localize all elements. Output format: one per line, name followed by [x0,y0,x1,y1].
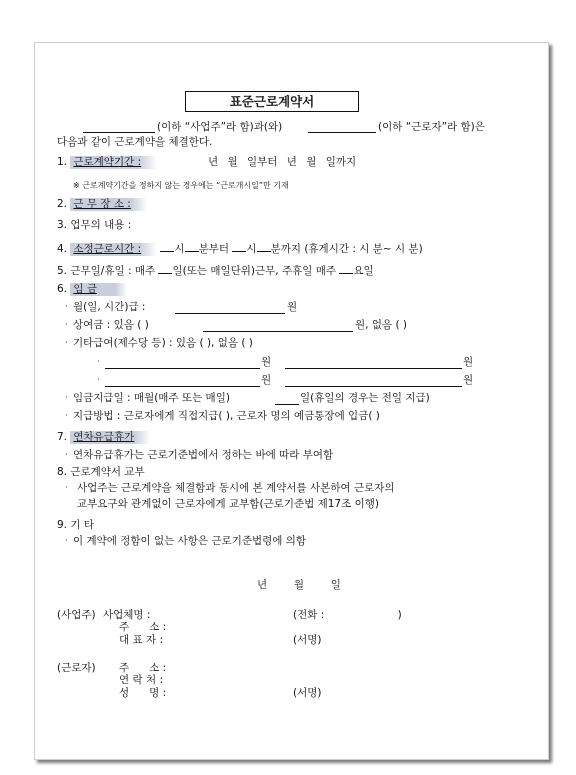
payday-label: 임금지급일 : 매월(매주 또는 매일) [73,392,230,404]
other-pay-unit-1: 원 [261,356,272,368]
section-6-num: 6. [57,283,68,295]
worker-signature[interactable]: (서명) [293,687,322,699]
section-4 [57,240,423,256]
section-7-num: 7. [57,431,68,443]
bullet: · [65,302,68,311]
bullet: · [65,393,68,402]
bullet: · [97,357,100,366]
start-hour-unit: 시 [174,243,185,255]
workdays-text: 일(또는 매일단위)근무, 주휴일 매주 [172,265,336,277]
section-2-label: 근 무 장 소 : [70,198,146,211]
bullet: · [65,483,68,492]
worker-contact-label: 연 락 처 : [119,674,163,686]
section-5 [57,262,374,278]
employer-name-blank[interactable] [83,132,155,133]
other-pay-blank-4[interactable] [285,386,462,387]
employer-phone-label: (전화 : ) [293,609,402,621]
bullet: · [97,375,100,384]
section-1-label: 근로계약기간 : [70,156,157,169]
bonus-blank[interactable] [203,331,353,332]
contract-period-text[interactable]: 년 월 일부터 년 월 일까지 [208,156,357,168]
intro-employer-suffix: (이하 “사업주”라 함)과(와) [157,121,283,133]
start-hour-blank[interactable] [160,240,174,252]
workdays-label: 5. 근무일/휴일 : 매주 [57,265,156,277]
bonus-label: 상여금 : 있음 ( ) [73,319,149,331]
payday-suffix: 일(휴일의 경우는 전일 지급) [300,392,430,404]
section-8-title: 8. 근로계약서 교부 [57,466,145,478]
intro-worker-suffix: (이하 “근로자”라 함)은 [378,121,485,133]
weekly-holiday-blank[interactable] [339,262,353,274]
monthly-wage-blank[interactable] [175,313,285,314]
worker-name-blank[interactable] [308,132,376,133]
workdays-blank[interactable] [158,262,172,274]
end-hour-blank[interactable] [232,240,246,252]
section-3: 3. 업무의 내용 : [57,219,132,231]
other-pay-blank-1[interactable] [105,368,260,369]
section-1-note: ※ 근로계약기간을 정하지 않는 경우에는 “근로개시일”만 기재 [73,181,289,190]
bullet: · [65,411,68,420]
bullet: · [65,536,68,545]
worker-tag: (근로자) [57,662,96,674]
bullet: · [65,320,68,329]
end-hour-unit: 시 [246,243,257,255]
section-1-num: 1. [57,156,68,168]
monthly-wage-label: 월(일, 시간)급 : [73,301,146,313]
other-pay-blank-2[interactable] [285,368,462,369]
other-pay-unit-2: 원 [463,356,474,368]
contract-page [34,42,549,760]
section-9-text: 이 계약에 정함이 없는 사항은 근로기준법령에 의함 [73,535,307,547]
bullet: · [65,338,68,347]
payday-blank[interactable] [275,404,299,405]
end-min-blank[interactable] [257,240,271,252]
section-7 [57,431,150,444]
other-pay-unit-4: 원 [463,374,474,386]
employer-company-label: 사업체명 : [103,609,151,621]
intro-line2: 다음과 같이 근로계약을 체결한다. [57,136,213,148]
start-min-unit: 분부터 [198,243,230,255]
start-min-blank[interactable] [185,240,199,252]
worker-address-label: 주 소 : [119,662,167,674]
section-8-line1: 사업주는 근로계약을 체결함과 동시에 본 계약서를 사본하여 근로자의 [77,482,395,494]
section-8-line2: 교부요구와 관계없이 근로자에게 교부함(근로기준법 제17조 이행) [77,498,379,510]
other-pay-label: 기타급여(제수당 등) : 있음 ( ), 없음 ( ) [73,337,253,349]
signing-date[interactable]: 년 월 일 [257,579,341,591]
section-9-title: 9. 기 타 [57,519,94,531]
section-7-label: 연차유급휴가 [70,431,150,444]
employer-signature[interactable]: (서명) [293,634,322,646]
bullet: · [65,450,68,459]
section-1 [57,156,157,169]
other-pay-unit-3: 원 [261,374,272,386]
end-min-and-break: 분까지 (휴게시간 : 시 분~ 시 분) [270,243,423,255]
monthly-wage-unit: 원 [287,301,298,313]
weekly-holiday-unit: 요일 [353,265,374,277]
other-pay-blank-3[interactable] [105,386,260,387]
section-4-num: 4. [57,243,68,255]
section-6-label: 임 금 [70,283,127,296]
pay-method: 지급방법 : 근로자에게 직접지급( ), 근로자 명의 예금통장에 입금( ) [73,410,380,422]
section-6 [57,283,127,296]
employer-tag: (사업주) [57,609,96,621]
bonus-suffix: 원, 없음 ( ) [355,319,407,331]
section-2-num: 2. [57,198,68,210]
employer-address-label: 주 소 : [119,621,167,633]
document-title: 표준근로계약서 [185,91,359,112]
employer-rep-label: 대 표 자 : [119,634,163,646]
section-2 [57,198,147,211]
worker-name-label: 성 명 : [119,687,167,699]
section-4-label: 소정근로시간 : [70,243,157,256]
annual-leave-text: 연차유급휴가는 근로기준법에서 정하는 바에 따라 부여함 [73,449,334,461]
